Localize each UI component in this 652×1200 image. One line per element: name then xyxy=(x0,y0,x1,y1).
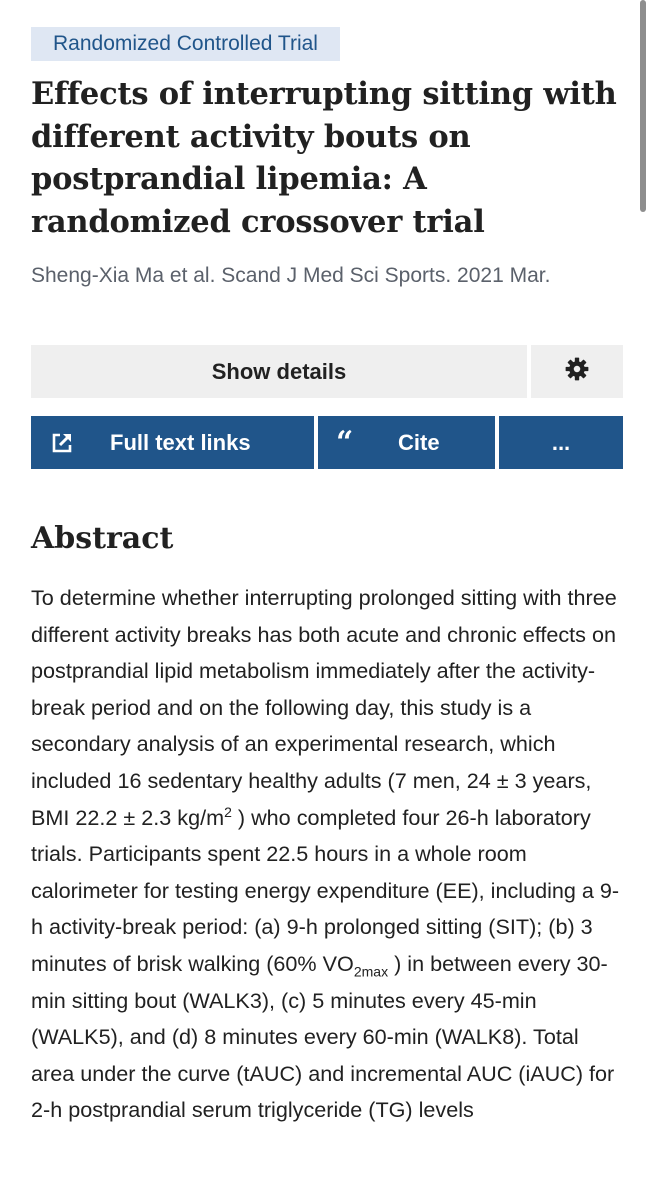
settings-button[interactable] xyxy=(531,345,623,398)
cite-button[interactable] xyxy=(318,416,495,469)
details-row xyxy=(31,345,623,398)
abstract-text-part-3: ) in between every 30-min sitting bout (WALK3), (c) 5 minutes every 45-min (WALK5), and (d) 8 minutes every 60-min (WALK8). Total area under the curve (tAUC) and incremental AUC (iAUC) for 2-h postprandial serum triglyceride (TG) levels xyxy=(31,950,615,1123)
article-title: Effects of interrupting sitting with different activity bouts on postprandial lipemia: A randomized crossover trial xyxy=(31,76,617,240)
abstract-heading: Abstract xyxy=(31,521,174,556)
show-details-label: Show details xyxy=(211,358,347,384)
subscript-2max: 2max xyxy=(353,963,389,980)
more-label: ... xyxy=(551,429,571,455)
superscript-2: 2 xyxy=(224,803,232,820)
full-text-links-button[interactable] xyxy=(31,416,314,469)
abstract-text-part-2: ) who completed four 26-h laboratory trials. Participants spent 22.5 hours in a whole room calorimeter for testing energy expenditure (EE), including a 9-h activity-break period: (a) 9-h prolonged sitting (SIT); (b) 3 minutes of brisk walking (60% VO xyxy=(31,804,620,976)
publication-type-badge[interactable]: Randomized Controlled Trial xyxy=(31,27,340,61)
quote-icon: “ xyxy=(336,425,354,460)
full-text-links-label: Full text links xyxy=(110,430,251,455)
gear-icon xyxy=(564,356,590,387)
more-actions-button[interactable] xyxy=(499,416,623,469)
scrollbar[interactable] xyxy=(640,0,646,212)
show-details-button[interactable] xyxy=(31,345,527,398)
external-link-icon xyxy=(51,432,73,454)
abstract-text xyxy=(31,580,626,1129)
article-content xyxy=(31,27,623,1123)
article-citation: Sheng-Xia Ma et al. Scand J Med Sci Sports. 2021 Mar. xyxy=(31,264,551,287)
cite-label: Cite xyxy=(398,430,440,455)
actions-row xyxy=(31,416,623,469)
abstract-text-part-1: To determine whether interrupting prolonged sitting with three different activity breaks has both acute and chronic effects on postprandial lipid metabolism immediately after the activity-break period and on the following day, this study is a secondary analysis of an experimental research, which included 16 sedentary healthy adults (7 men, 24 ± 3 years, BMI 22.2 ± 2.3 kg/m xyxy=(31,585,617,830)
